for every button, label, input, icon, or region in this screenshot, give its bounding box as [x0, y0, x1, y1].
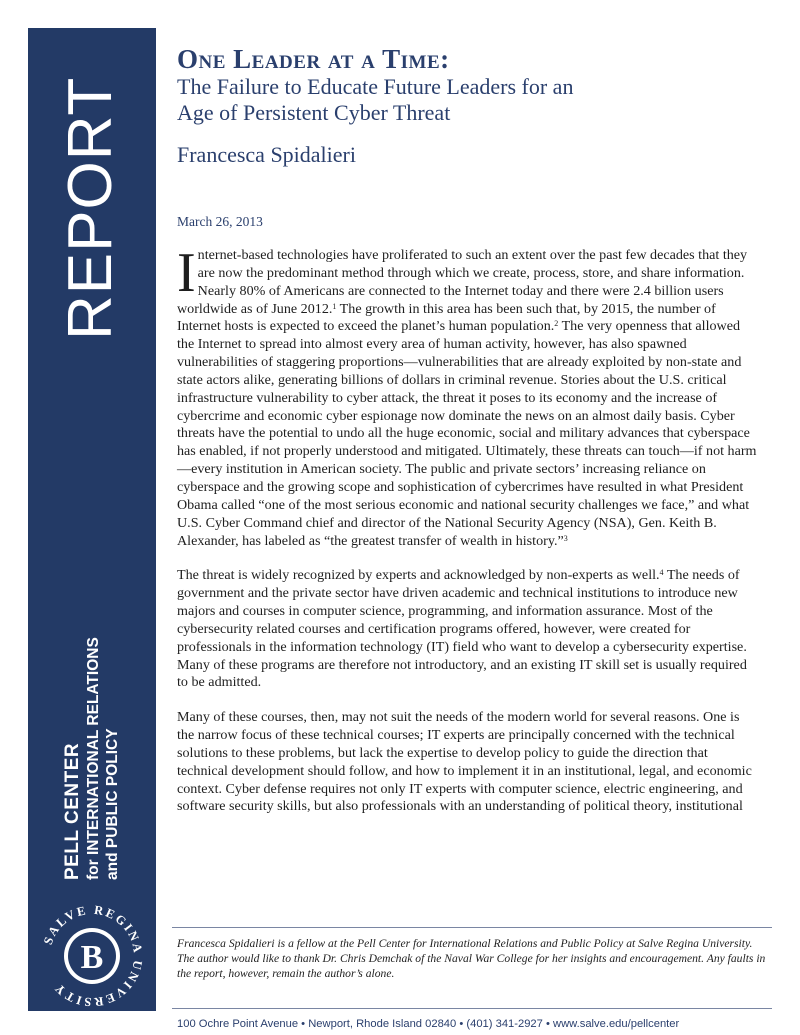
footnote-ref-2: 2 [554, 319, 559, 329]
paragraph-2 [177, 567, 757, 692]
pell-center-label [62, 630, 122, 880]
author-name: Francesca Spidalieri [177, 142, 356, 167]
report-date: March 26, 2013 [177, 214, 263, 229]
report-header [177, 44, 777, 168]
drop-cap: I [177, 242, 196, 304]
author-footnote: Francesca Spidalieri is a fellow at the Pell Center for International Relations and Public Policy at Salve Regina University. The author would like to thank Dr. Chris Demchak of the Naval War College for her insights and encouragement. Any faults in the report, however, remain the author’s alone. [177, 937, 766, 980]
pell-center-line1: PELL CENTER [62, 742, 83, 880]
seal-text: SALVE REGINA UNIVERSITY [40, 902, 146, 1010]
paragraph-1-part-b: The growth in this area has been such that, by 2015, the number of Internet hosts is expected to exceed the planet’s human population. [177, 300, 716, 335]
seal-letter: B [80, 939, 104, 976]
report-body [177, 242, 757, 833]
paragraph-2-part-b: The needs of government and the private sector have driven academic and technical institutions to introduce new majors and courses in computer science, programming, and information assurance. Most of the cybersecurity related courses and certification programs offered, however, were created for professionals in the information technology (IT) field who want to develop a cybersecurity expertise. Many of these programs are therefore not introductory, and an existing IT skill set is usually required to be admitted. [177, 567, 747, 691]
footnote-ref-3: 3 [563, 533, 568, 543]
university-seal-icon [36, 900, 148, 1012]
pell-center-line2: for INTERNATIONAL RELATIONS [85, 637, 102, 880]
report-title: One Leader at a Time: [177, 44, 450, 74]
paragraph-1 [177, 242, 757, 550]
paragraph-1-part-a: nternet-based technologies have proliferated to such an extent over the past few decades that they are now the predominant method through which we create, process, store, and share information. Nearly 80% of Americans are connected to the Internet today and there were 2.4 billion users worldwide as of June 2012. [177, 247, 748, 317]
paragraph-1-part-c: The very openness that allowed the Internet to spread into almost every area of human activity, however, has also spawned vulnerabilities of staggering proportions—vulnerabilities that are already exploited by non-state and state actors alike, generating billions of dollars in criminal revenue. Stories about the U.S. critical infrastructure vulnerability to cyber attack, the threat it poses to its economy and the increase of cybercrime and economic cyber espionage now dominate the news on an almost daily basis. Cyber threats have the potential to undo all the huge economic, social and military advances that cyberspace has enabled, if not properly understood and mitigated. Ultimately, these threats can touch—if not harm—every institution in American society. The public and private sectors’ increasing reliance on cyberspace and the growing scope and sophistication of cybercrimes have resulted in what President Obama called “one of the most serious economic and national security challenges we face,” and what U.S. Cyber Command chief and director of the National Security Agency (NSA), Gen. Keith B. Alexander, has labeled as “the greatest transfer of wealth in history.” [177, 318, 757, 549]
footnote-ref-4: 4 [659, 568, 664, 578]
report-subtitle-line2: Age of Persistent Cyber Threat [177, 100, 451, 125]
footnote-ref-1: 1 [332, 301, 337, 311]
report-label: REPORT [56, 76, 125, 340]
paragraph-2-part-a: The threat is widely recognized by experts and acknowledged by non-experts as well. [177, 567, 660, 584]
address-divider [172, 1008, 772, 1009]
address-line: 100 Ochre Point Avenue • Newport, Rhode Island 02840 • (401) 341-2927 • www.salve.edu/pellcenter [177, 1018, 680, 1030]
report-subtitle-line1: The Failure to Educate Future Leaders for an [177, 74, 574, 99]
footnote-divider [172, 927, 772, 928]
paragraph-3: Many of these courses, then, may not suit the needs of the modern world for several reasons. One is the narrow focus of these technical courses; IT experts are principally concerned with the technical solutions to these problems, but lack the expertise to develop policy to guide the direction that technical development should follow, and how to implement it in an institutional, legal, and economic context. Cyber defense requires not only IT experts with computer science, electric engineering, and software security skills, but also professionals with an understanding of political theory, institutional [177, 709, 752, 815]
pell-center-line3: and PUBLIC POLICY [104, 728, 121, 880]
